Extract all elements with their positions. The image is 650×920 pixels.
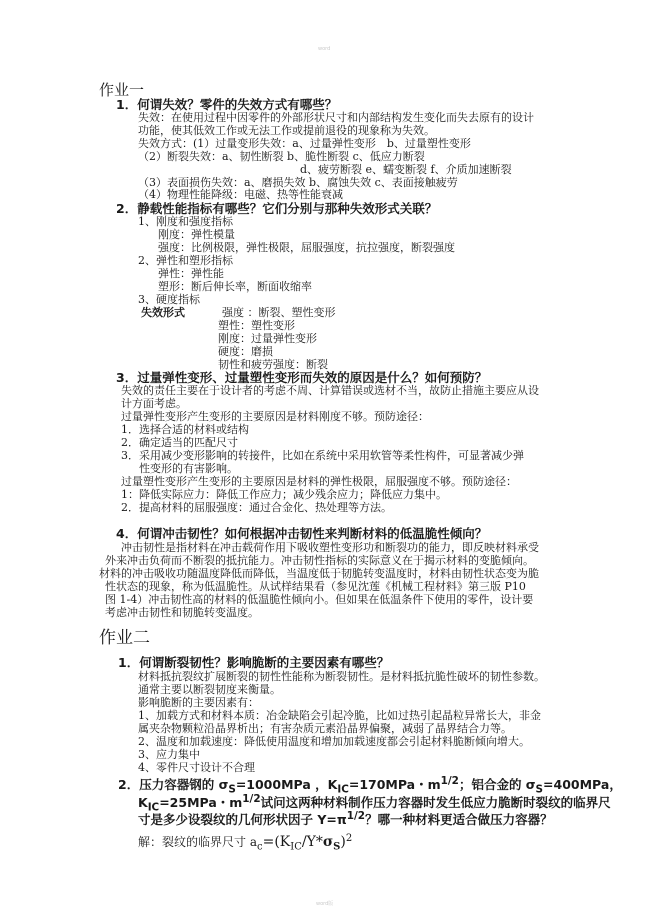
hw1-q3-plastic1: 1：降低实际应力：降低工作应力；减少残余应力；降低应力集中。 — [121, 488, 447, 501]
hw1-q1-mode-line1: 失效方式：(1）过量变形失效：a、过量弹性变形 b、过量塑性变形 — [138, 137, 471, 150]
hw1-q1-def-line2: 功能，使其低效工作或无法工作或提前退役的现象称为失效。 — [138, 124, 435, 137]
hw1-q2-fail3: 刚度：过量弹性变形 — [218, 332, 317, 345]
hw1-q3-p1-line1: 失效的责任主要在于设计者的考虑不周、计算错误或选材不当，故防止措施主要应从设 — [121, 384, 539, 397]
hw1-q3-elastic2: 2．确定适当的匹配尺寸 — [121, 436, 238, 449]
hw2-q2-line3: 寸是多少设裂纹的几何形状因子 $Y=\pi^{1/2}$？哪一种材料更适合做压力容器？ — [138, 810, 553, 828]
hw1-q3-plastic2: 2．提高材料的屈服强度：通过合金化、热处理等方法。 — [121, 501, 392, 514]
hw1-q4-line4: 性状态的现象，称为低温脆性。从试样结果看（参见沈莲《机械工程材料》第三版 P10 — [105, 580, 526, 593]
hw1-q3-title: 3．过量弹性变形、过量塑性变形而失效的原因是什么？如何预防？ — [116, 370, 488, 385]
hw2-title: 作业二 — [99, 628, 150, 648]
watermark-bottom: word版 — [316, 901, 334, 907]
hw1-q4-line5: 图 1-4）冲击韧性高的材料的低温脆性倾向小。但如果在低温条件下使用的零件，设计要 — [105, 593, 534, 606]
hw1-q4-title: 4．何谓冲击韧性？如何根据冲击韧性来判断材料的低温脆性倾向？ — [116, 526, 488, 541]
hw2-q1-line1: 材料抵抗裂纹扩展断裂的韧性性能称为断裂韧性。是材料抵抗脆性破坏的韧性参数。 — [138, 670, 545, 683]
hw1-q2-fail4: 硬度：磨损 — [218, 345, 273, 358]
hw1-q2-fail-label: 失效形式 — [141, 306, 185, 319]
hw1-q1-title: 1．何谓失效？零件的失效方式有哪些？ — [116, 97, 338, 112]
hw1-q2-fail1: 强度 ：断裂、塑性变形 — [222, 306, 336, 319]
hw1-q2-fail5: 韧性和疲劳强度：断裂 — [218, 358, 328, 371]
hw2-q2-line2: $K_{IC}=25MPa$・$m^{1/2}$试问这两种材料制作压力容器时发生低应力脆断时裂纹的临界尺 — [138, 793, 611, 814]
hw1-q2-title: 2．静载性能指标有哪些？它们分别与那种失效形式关联？ — [116, 201, 438, 216]
hw2-q1-line2: 通常主要以断裂韧度来衡量。 — [138, 683, 281, 696]
hw1-q2-item3: 3、硬度指标 — [138, 293, 200, 306]
hw1-q2-item1: 1、刚度和强度指标 — [138, 215, 233, 228]
hw1-q4-line6: 考虑冲击韧性和韧脆转变温度。 — [105, 606, 259, 619]
hw1-q2-fail2: 塑性：塑性变形 — [218, 319, 295, 332]
hw2-q1-factor2: 2、温度和加载速度：降低使用温度和增加加载速度都会引起材料脆断倾向增大。 — [138, 735, 530, 748]
hw2-q2-solution: 解：裂纹的临界尺寸 $a_c=(K_{IC}/Y*\sigma_S)^2$ — [138, 833, 353, 853]
hw1-q1-mode-line5: （4）物理性能降级：电磁、热等性能衰减 — [138, 188, 343, 201]
hw1-q2-item2b: 塑形：断后伸长率，断面收缩率 — [158, 280, 312, 293]
hw1-q2-item2: 2、弹性和塑形指标 — [138, 254, 233, 267]
hw1-q1-def-line1: 失效：在使用过程中因零件的外部形状尺寸和内部结构发生变化而失去原有的设计 — [138, 111, 534, 124]
hw1-q4-line3: 材料的冲击吸收功随温度降低而降低，当温度低于韧脆转变温度时，材料由韧性状态变为脆 — [99, 567, 539, 580]
hw1-q2-item2a: 弹性：弹性能 — [158, 267, 224, 280]
hw1-q1-mode-line4: （3）表面损伤失效：a、磨损失效 b、腐蚀失效 c、表面接触疲劳 — [138, 176, 458, 189]
hw2-q1-factor1-line1: 1、加载方式和材料本质：冶金缺陷会引起冷脆，比如过热引起晶粒异常长大，非金 — [138, 709, 541, 722]
hw2-q2-line1: 2．压力容器钢的 $\sigma_S=1000MPa$ ，$K_{IC}=170MPa$・$m^{1/2}$；铝合金的 $\sigma_S=400MPa$， — [118, 775, 622, 796]
hw2-q1-factor1-line2: 属夹杂物颗粒沿晶界析出；有害杂质元素沿晶界偏聚，减弱了晶界结合力等。 — [138, 722, 512, 735]
watermark-top: word — [318, 46, 331, 52]
hw1-q2-item1a: 刚度：弹性模量 — [158, 228, 235, 241]
hw2-q1-title: 1．何谓断裂韧性？影响脆断的主要因素有哪些？ — [118, 655, 390, 670]
hw1-title: 作业一 — [99, 81, 145, 99]
hw2-q1-factor3: 3、应力集中 — [138, 748, 200, 761]
hw2-q1-line3: 影响脆断的主要因素有： — [138, 696, 259, 709]
hw1-q4-line2: 外来冲击负荷而不断裂的抵抗能力。冲击韧性指标的实际意义在于揭示材料的变脆倾向。 — [105, 554, 534, 567]
hw1-q3-p1-line2: 计方面考虑。 — [121, 397, 187, 410]
hw1-q4-line1: 冲击韧性是指材料在冲击载荷作用下吸收塑性变形功和断裂功的能力，即反映材料承受 — [121, 541, 539, 554]
hw1-q1-mode-line2: （2）断裂失效：a、韧性断裂 b、脆性断裂 c、低应力断裂 — [138, 150, 425, 163]
hw1-q3-elastic1: 1．选择合适的材料或结构 — [121, 423, 249, 436]
hw1-q1-mode-line3: d、疲劳断裂 e、蠕变断裂 f、介质加速断裂 — [300, 163, 512, 176]
hw1-q3-p3: 过量塑性变形产生变形的主要原因是材料的弹性极限，屈服强度不够。预防途径： — [121, 475, 517, 488]
hw1-q3-p2: 过量弹性变形产生变形的主要原因是材料刚度不够。预防途径： — [121, 410, 429, 423]
hw1-q2-item1b: 强度：比例极限，弹性极限，屈服强度，抗拉强度，断裂强度 — [158, 241, 455, 254]
hw1-q3-elastic3-line2: 性变形的有害影响。 — [139, 462, 238, 475]
hw2-q1-factor4: 4、零件尺寸设计不合理 — [138, 761, 255, 774]
hw1-q3-elastic3-line1: 3．采用减少变形影响的转接件，比如在系统中采用软管等柔性构件，可显著减少弹 — [121, 449, 524, 462]
